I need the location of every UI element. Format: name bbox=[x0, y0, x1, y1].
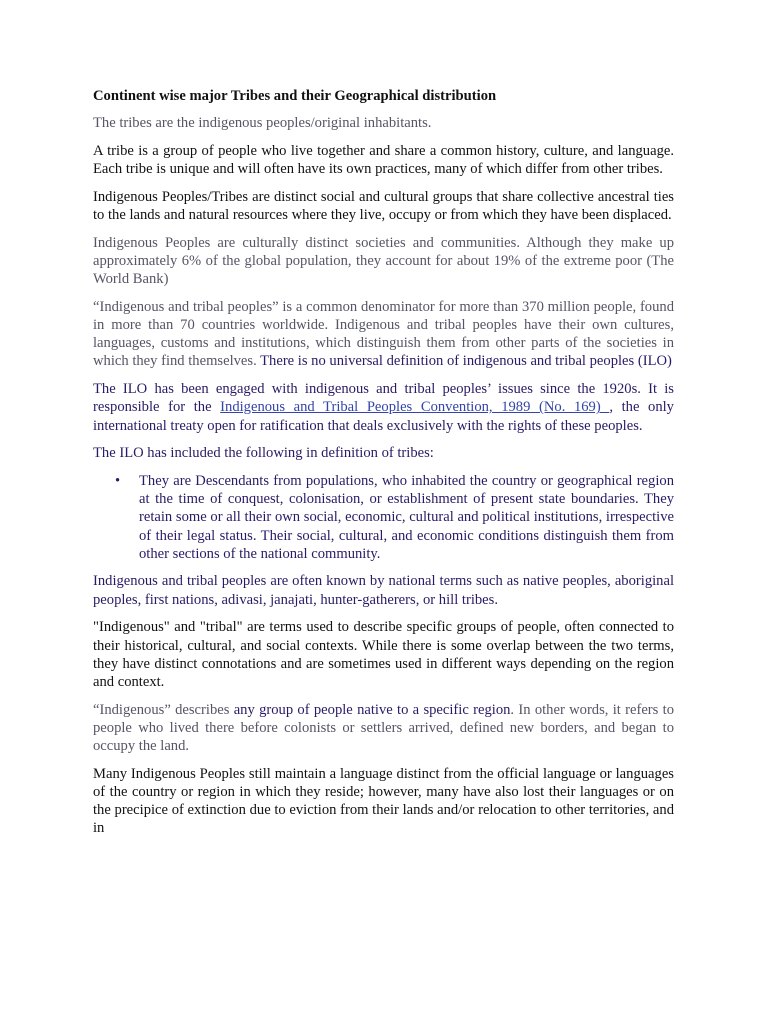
paragraph-indigenous-describes-rest: . In other words, it refers to people who lived there before colonists or settlers arrived, defined new borders, and began to occupy the land. bbox=[93, 701, 674, 755]
paragraph-tribe-definition: A tribe is a group of people who live together and share a common history, culture, and language. Each tribe is unique and will often have its own practices, many of which differ from other tribes. bbox=[93, 142, 674, 178]
paragraph-languages: Many Indigenous Peoples still maintain a language distinct from the official language or languages of the country or region in which they reside; however, many have also lost their languages or on the precipice of extinction due to eviction from their lands and/or relocation to other territories, and in bbox=[93, 765, 674, 837]
paragraph-indigenous-describes-lead: “Indigenous” describes bbox=[93, 701, 234, 718]
paragraph-indigenous-describes bbox=[93, 701, 674, 756]
paragraph-ilo-definition-intro: The ILO has included the following in definition of tribes: bbox=[93, 445, 434, 462]
paragraph-indigenous-groups: Indigenous Peoples/Tribes are distinct social and cultural groups that share collective ancestral ties to the lands and natural resources where they live, occupy or from which they have been displaced. bbox=[93, 188, 674, 224]
paragraph-national-terms: Indigenous and tribal peoples are often known by national terms such as native peoples, aboriginal peoples, first nations, adivasi, janajati, hunter-gatherers, or hill tribes. bbox=[93, 573, 674, 608]
paragraph-indigenous-describes-highlight: any group of people native to a specific region bbox=[233, 701, 511, 718]
document-page bbox=[93, 87, 674, 847]
paragraph-indigenous-vs-tribal: "Indigenous" and "tribal" are terms used to describe specific groups of people, often connected to their historical, cultural, and social contexts. While there is some overlap between the two terms, they have distinct connotations and are sometimes used in different ways depending on the region and context. bbox=[93, 619, 674, 690]
bullet-icon: • bbox=[115, 472, 121, 489]
paragraph-world-bank: Indigenous Peoples are culturally distinct societies and communities. Although they make up approximately 6% of the global population, they account for about 19% of the extreme poor (The World Bank) bbox=[93, 234, 674, 288]
paragraph-ilo-denominator bbox=[93, 298, 674, 371]
list-item-text: They are Descendants from populations, who inhabited the country or geographical region at the time of conquest, colonisation, or establishment of present state boundaries. They retain some or all their own social, economic, cultural and political institutions, irrespective of their legal status. Their social, cultural, and economic conditions distinguish them from other sections of the national community. bbox=[139, 472, 674, 562]
ilo-definition-list bbox=[93, 472, 674, 563]
paragraph-ilo-no-definition: There is no universal definition of indigenous and tribal peoples (ILO) bbox=[260, 353, 672, 370]
list-item bbox=[115, 472, 674, 563]
convention-169-link[interactable]: Indigenous and Tribal Peoples Convention, 1989 (No. 169) bbox=[220, 399, 610, 416]
paragraph-ilo-engagement-rest: , the only international treaty open for ratification that deals exclusively with the rights of these peoples. bbox=[93, 399, 674, 434]
document-title: Continent wise major Tribes and their Geographical distribution bbox=[93, 88, 497, 104]
paragraph-ilo-engagement-text: The ILO has been engaged with indigenous and tribal peoples’ issues since the 1920s. It is responsible for the bbox=[93, 381, 674, 416]
paragraph-ilo-engagement bbox=[93, 380, 674, 435]
paragraph-ilo-denominator-text: “Indigenous and tribal peoples” is a common denominator for more than 370 million people, found in more than 70 countries worldwide. Indigenous and tribal peoples have their own cultures, languages, customs and institutions, which distinguish them from other parts of the societies in which they find themselves. bbox=[93, 298, 674, 370]
paragraph-tribes-intro: The tribes are the indigenous peoples/original inhabitants. bbox=[93, 115, 432, 132]
